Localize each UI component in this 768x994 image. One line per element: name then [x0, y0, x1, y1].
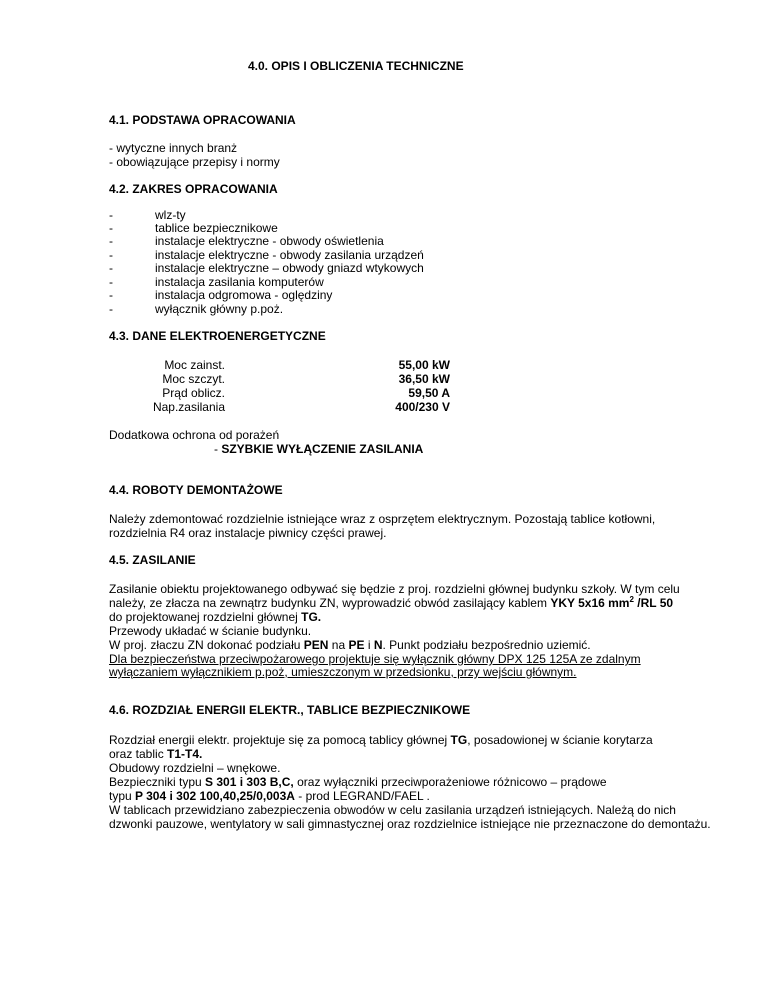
list-dash: -: [109, 261, 113, 275]
text-run: . Punkt podziału bezpośrednio uziemić.: [382, 638, 591, 652]
paragraph-line: [109, 596, 673, 610]
list-item: - wytyczne innych branż: [109, 141, 238, 155]
text-run: oraz tablic: [109, 747, 168, 761]
text-run: oraz wyłączniki przeciwporażeniowe różnicowo – prądowe: [293, 775, 607, 789]
paragraph-line-underlined: wyłączaniem wyłącznikiem p.poż, umieszczonym w przedsionku, przy wejściu głównym.: [109, 665, 577, 679]
protection-label: Dodatkowa ochrona od porażeń: [109, 428, 280, 442]
section-4-1-heading: 4.1. PODSTAWA OPRACOWANIA: [109, 113, 296, 127]
text-run-bold: S 301 i 303 B,C,: [205, 775, 294, 789]
text-run-bold: N: [373, 638, 383, 652]
data-label: Prąd oblicz.: [162, 386, 225, 400]
paragraph-line: [109, 638, 591, 652]
paragraph-line: [109, 610, 321, 624]
text-run: Bezpieczniki typu: [109, 775, 206, 789]
section-4-2-heading: 4.2. ZAKRES OPRACOWANIA: [109, 182, 278, 196]
data-value: 55,00 kW: [398, 358, 450, 372]
data-value: 36,50 kW: [398, 372, 450, 386]
document-title: 4.0. OPIS I OBLICZENIA TECHNICZNE: [248, 59, 464, 73]
text-run-bold: T1-T4.: [167, 747, 203, 761]
data-label: Nap.zasilania: [152, 400, 225, 414]
list-dash: -: [109, 221, 113, 235]
text-run: - prod LEGRAND/FAEL .: [294, 789, 430, 803]
text-run: , posadowionej w ścianie korytarza: [467, 733, 653, 747]
section-4-5-heading: 4.5. ZASILANIE: [109, 553, 196, 567]
list-dash: -: [109, 275, 113, 289]
list-item: instalacja odgromowa - oględziny: [155, 288, 333, 302]
list-item: instalacja zasilania komputerów: [155, 275, 324, 289]
list-dash: -: [109, 208, 113, 222]
list-dash: -: [109, 302, 113, 316]
text-run-bold: PEN: [303, 638, 329, 652]
list-item: - obowiązujące przepisy i normy: [109, 155, 280, 169]
section-4-3-heading: 4.3. DANE ELEKTROENERGETYCZNE: [109, 329, 326, 343]
text-run-bold: PE: [348, 638, 365, 652]
superscript: 2: [629, 595, 634, 604]
paragraph-line-underlined: Dla bezpieczeństwa przeciwpożarowego projektuje się wyłącznik główny DPX 125 125A ze zdalnym: [109, 652, 641, 666]
text-run-bold: TG.: [301, 610, 322, 624]
text-run: należy, ze złacza na zewnątrz budynku ZN, wyprowadzić obwód zasilający kablem: [109, 596, 551, 610]
protection-dash: -: [214, 442, 218, 456]
list-dash: -: [109, 248, 113, 262]
paragraph-line: W tablicach przewidziano zabezpieczenia obwodów w celu zasilania urządzeń istniejących. Należą do nich: [109, 803, 676, 817]
paragraph-line: [109, 775, 607, 789]
list-item: instalacje elektryczne - obwody zasilania urządzeń: [155, 248, 424, 262]
list-item: wlz-ty: [155, 208, 186, 222]
paragraph-line: [109, 733, 653, 747]
list-item: instalacje elektryczne – obwody gniazd wtykowych: [155, 261, 424, 275]
paragraph-line: [109, 789, 430, 803]
section-4-4-heading: 4.4. ROBOTY DEMONTAŻOWE: [109, 483, 283, 497]
text-run-bold: TG: [450, 733, 468, 747]
cable-type: YKY 5x16 mm: [550, 596, 630, 610]
list-dash: -: [109, 288, 113, 302]
list-item: wyłącznik główny p.poż.: [155, 302, 284, 316]
text-run: W proj. złaczu ZN dokonać podziału: [109, 638, 304, 652]
data-label: Moc szczyt.: [162, 372, 225, 386]
paragraph-line: Zasilanie obiektu projektowanego odbywać się będzie z proj. rozdzielni głównej budynku szkoły. W tym celu: [109, 582, 680, 596]
text-run: i: [364, 638, 374, 652]
list-item: instalacje elektryczne - obwody oświetlenia: [155, 234, 384, 248]
paragraph-line: Należy zdemontować rozdzielnie istniejące wraz z osprzętem elektrycznym. Pozostają tablice kotłowni,: [109, 512, 656, 526]
list-dash: -: [109, 234, 113, 248]
text-run: typu: [109, 789, 136, 803]
list-item: tablice bezpiecznikowe: [155, 221, 278, 235]
section-4-6-heading: 4.6. ROZDZIAŁ ENERGII ELEKTR., TABLICE BEZPIECZNIKOWE: [109, 703, 471, 717]
paragraph-line: Obudowy rozdzielni – wnękowe.: [109, 761, 281, 775]
cable-route: /RL 50: [633, 596, 674, 610]
text-run: na: [328, 638, 349, 652]
paragraph-line: rozdzielnia R4 oraz instalacje piwnicy części prawej.: [109, 526, 387, 540]
text-run: do projektowanej rozdzielni głównej: [109, 610, 302, 624]
data-label: Moc zainst.: [164, 358, 225, 372]
text-run: Rozdział energii elektr. projektuje się za pomocą tablicy głównej: [109, 733, 451, 747]
data-value: 400/230 V: [395, 400, 450, 414]
paragraph-line: Przewody układać w ścianie budynku.: [109, 624, 312, 638]
paragraph-line: [109, 747, 202, 761]
protection-value: SZYBKIE WYŁĄCZENIE ZASILANIA: [221, 442, 424, 456]
paragraph-line: dzwonki pauzowe, wentylatory w sali gimnastycznej oraz rozdzielnice istniejące nie przeznaczone do demontażu.: [109, 817, 711, 831]
text-run-bold: P 304 i 302 100,40,25/0,003A: [135, 789, 295, 803]
data-value: 59,50 A: [408, 386, 450, 400]
protection-line: [214, 442, 423, 456]
